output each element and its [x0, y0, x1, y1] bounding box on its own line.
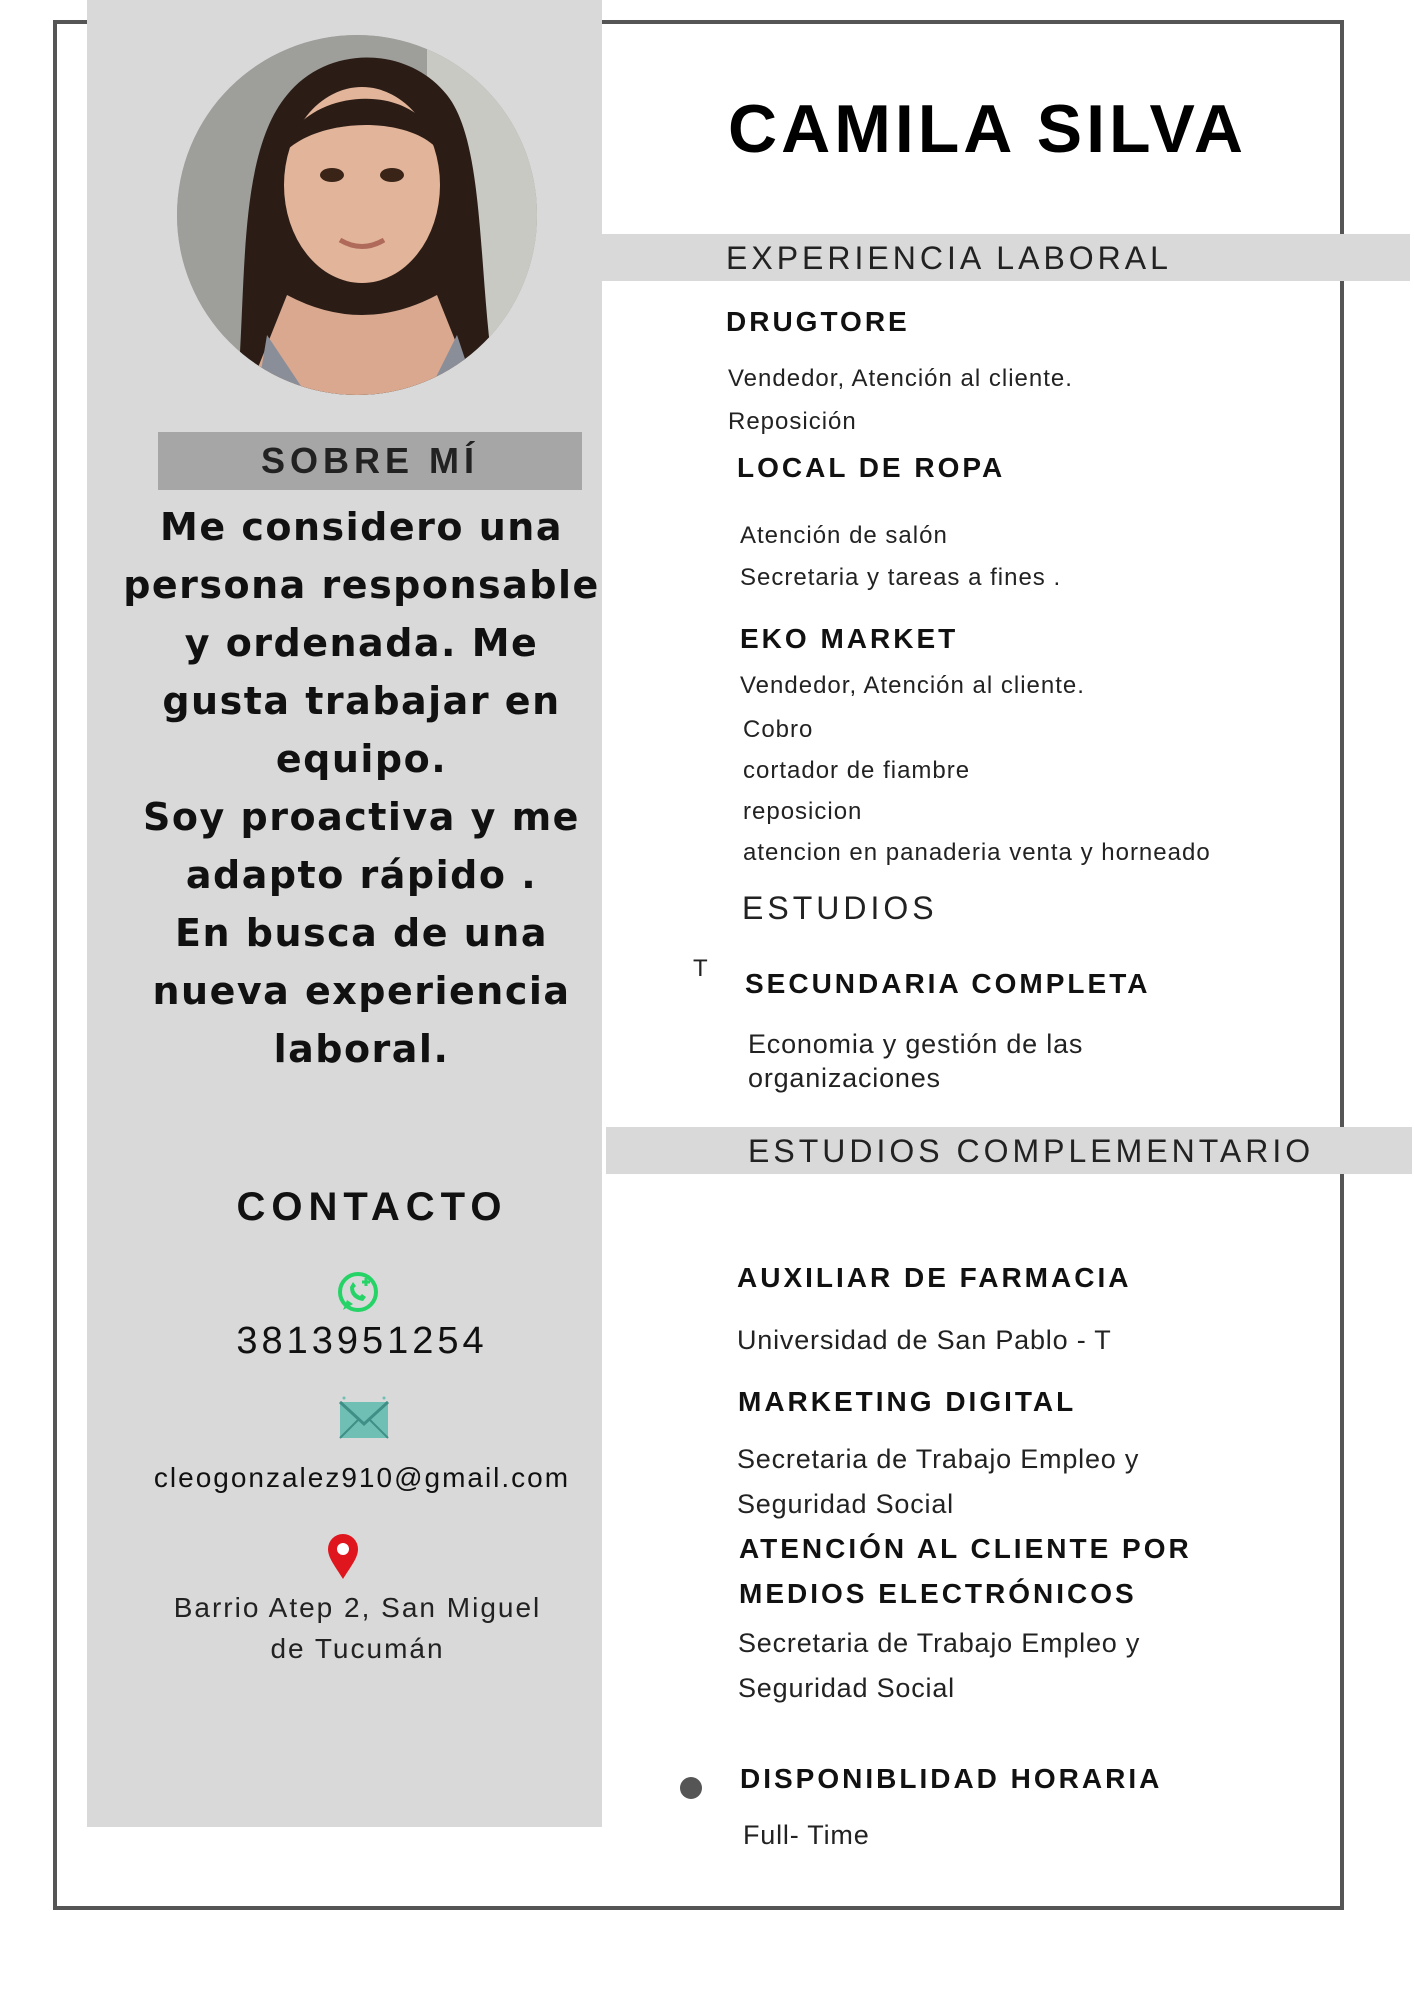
location-pin-icon	[326, 1532, 360, 1580]
about-text	[120, 498, 603, 1078]
about-line: equipo.	[275, 737, 448, 781]
address-line: Barrio Atep 2, San Miguel	[173, 1592, 542, 1623]
studies-detail: Economia y gestión de las	[748, 1029, 1084, 1059]
course-institution: Seguridad Social	[738, 1673, 955, 1703]
course-institution: Secretaria de Trabajo Empleo y	[738, 1628, 1141, 1658]
complementary-title: ESTUDIOS COMPLEMENTARIO	[748, 1133, 1315, 1169]
about-line: y ordenada. Me	[184, 621, 539, 665]
job-duty: Secretaria y tareas a fines .	[740, 564, 1062, 591]
studies-title: ESTUDIOS	[742, 890, 938, 926]
job-duty: cortador de fiambre	[743, 757, 971, 784]
address	[120, 1587, 595, 1669]
experience-title: EXPERIENCIA LABORAL	[726, 240, 1172, 276]
studies-degree: SECUNDARIA COMPLETA	[745, 968, 1151, 999]
course-title: MARKETING DIGITAL	[738, 1386, 1077, 1417]
person-name: CAMILA SILVA	[728, 91, 1247, 167]
course-title: AUXILIAR DE FARMACIA	[737, 1262, 1132, 1293]
email-address: cleogonzalez910@gmail.com	[153, 1462, 571, 1493]
job-duty: Reposición	[728, 408, 857, 435]
mail-icon	[338, 1396, 390, 1442]
bullet-dot	[680, 1777, 702, 1799]
profile-photo-illustration	[177, 35, 537, 395]
job-company: EKO MARKET	[740, 623, 959, 654]
about-title: SOBRE MÍ	[260, 440, 479, 481]
job-duty: Cobro	[743, 716, 814, 743]
address-line: de Tucumán	[270, 1633, 445, 1664]
profile-photo	[177, 35, 537, 395]
about-line: persona responsable	[123, 563, 600, 607]
about-line: adapto rápido .	[185, 853, 538, 897]
contact-title: CONTACTO	[236, 1185, 508, 1229]
about-line: En busca de una	[175, 911, 548, 955]
job-company: LOCAL DE ROPA	[737, 452, 1006, 483]
about-line: laboral.	[273, 1027, 450, 1071]
studies-detail: organizaciones	[748, 1063, 941, 1093]
about-line: Soy proactiva y me	[143, 795, 580, 839]
course-institution: Universidad de San Pablo - T	[737, 1325, 1112, 1355]
course-title: MEDIOS ELECTRÓNICOS	[739, 1578, 1137, 1609]
availability-title: DISPONIBLIDAD HORARIA	[740, 1763, 1163, 1794]
course-institution: Secretaria de Trabajo Empleo y	[737, 1444, 1140, 1474]
job-company: DRUGTORE	[726, 306, 910, 337]
studies-marker: T	[693, 955, 709, 982]
about-line: nueva experiencia	[152, 969, 571, 1013]
job-duty: Vendedor, Atención al cliente.	[740, 672, 1085, 699]
course-institution: Seguridad Social	[737, 1489, 954, 1519]
whatsapp-icon	[335, 1270, 381, 1316]
about-line: Me considero una	[160, 505, 563, 549]
course-title: ATENCIÓN AL CLIENTE POR	[739, 1533, 1192, 1564]
job-duty: Atención de salón	[740, 522, 948, 549]
job-duty: Vendedor, Atención al cliente.	[728, 365, 1073, 392]
availability-value: Full- Time	[743, 1820, 870, 1850]
job-duty: atencion en panaderia venta y horneado	[743, 839, 1211, 866]
about-line: gusta trabajar en	[162, 679, 561, 723]
phone-number: 3813951254	[236, 1320, 488, 1362]
job-duty: reposicion	[743, 798, 863, 825]
